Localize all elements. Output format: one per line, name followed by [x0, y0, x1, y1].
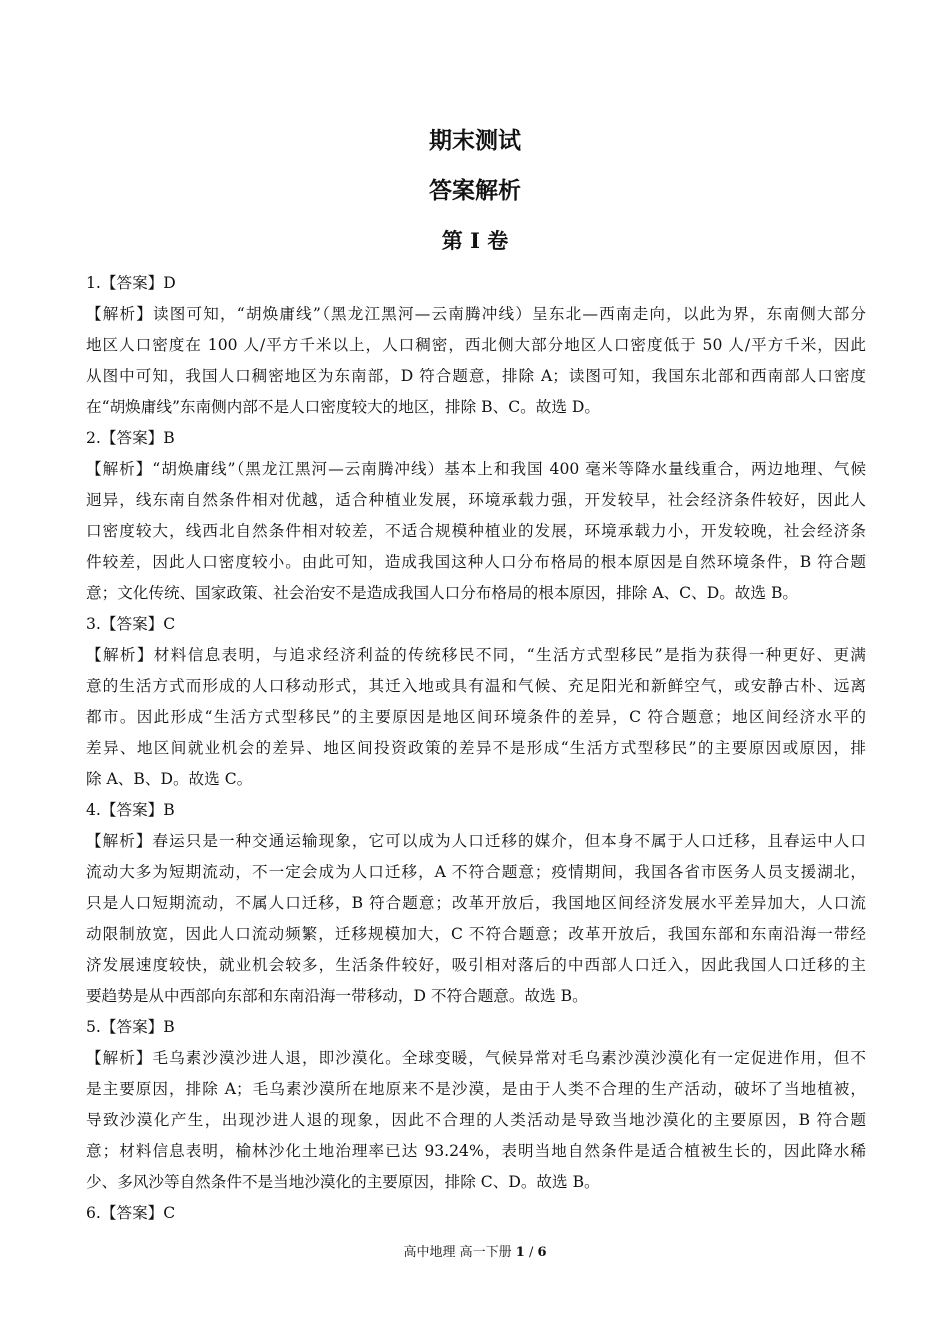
- text-line: 在“胡焕庸线”东南侧内部不是人口密度较大的地区，排除 B、C。故选 D。: [86, 398, 600, 416]
- text-line: 5.【答案】B: [86, 1018, 175, 1036]
- text-line: 【解析】“胡焕庸线”（黑龙江黑河—云南腾冲线）基本上和我国 400 毫米等降水量线重合，两边地理、气候: [86, 460, 866, 478]
- answer-content: [86, 268, 866, 1229]
- text-line: 4.【答案】B: [86, 801, 175, 819]
- text-line: 都市。因此形成“生活方式型移民”的主要原因是地区间环境条件的差异，C 符合题意；地区间经济水平的: [86, 708, 866, 726]
- text-line: 流动大多为短期流动，不一定会成为人口迁移，A 不符合题意；疫情期间，我国各省市医务人员支援湖北，: [86, 863, 866, 881]
- text-line: 除 A、B、D。故选 C。: [86, 770, 253, 788]
- footer-separator: /: [528, 1245, 534, 1260]
- text-line: 迥异，线东南自然条件相对优越，适合种植业发展，环境承载力强，开发较早，社会经济条件较好，因此人: [86, 491, 866, 509]
- section-heading: 第 I 卷: [441, 228, 509, 253]
- text-line: 口密度较大，线西北自然条件相对较差，不适合规模种植业的发展，环境承载力小，开发较晚，社会经济条: [86, 522, 866, 540]
- text-line: 意的生活方式而形成的人口移动形式，其迁入地或具有温和气候、充足阳光和新鲜空气，或安静古朴、远离: [86, 677, 866, 695]
- text-line: 3.【答案】C: [86, 615, 176, 633]
- text-line: 差异、地区间就业机会的差异、地区间投资政策的差异不是形成“生活方式型移民”的主要原因或原因，排: [86, 739, 866, 757]
- text-line: 地区人口密度在 100 人/平方千米以上，人口稠密，西北侧大部分地区人口密度低于 50 人/平方千米，因此: [86, 336, 866, 354]
- document-subtitle: 答案解析: [429, 177, 521, 204]
- document-title: 期末测试: [429, 127, 521, 154]
- text-line: 【解析】读图可知，“胡焕庸线”（黑龙江黑河—云南腾冲线）呈东北—西南走向，以此为界，东南侧大部分: [86, 305, 866, 323]
- text-line: 要趋势是从中西部向东部和东南沿海一带移动，D 不符合题意。故选 B。: [86, 987, 588, 1005]
- text-line: 1.【答案】D: [86, 274, 176, 292]
- text-line: 意；材料信息表明，榆林沙化土地治理率已达 93.24%，表明当地自然条件是适合植被生长的，因此降水稀: [86, 1142, 866, 1160]
- page-footer: [0, 1243, 950, 1263]
- text-line: 件较差，因此人口密度较小。由此可知，造成我国这种人口分布格局的根本原因是自然环境条件，B 符合题: [86, 553, 866, 571]
- text-line: 【解析】材料信息表明，与追求经济利益的传统移民不同，“生活方式型移民”是指为获得一种更好、更满: [86, 646, 866, 664]
- text-line: 济发展速度较快，就业机会较多，生活条件较好，吸引相对落后的中西部人口迁入，因此我国人口迁移的主: [86, 956, 866, 974]
- footer-page-total: 6: [537, 1245, 547, 1260]
- text-line: 少、多风沙等自然条件不是当地沙漠化的主要原因，排除 C、D。故选 B。: [86, 1173, 600, 1191]
- text-line: 【解析】春运只是一种交通运输现象，它可以成为人口迁移的媒介，但本身不属于人口迁移，且春运中人口: [86, 832, 866, 850]
- text-line: 【解析】毛乌素沙漠沙进人退，即沙漠化。全球变暖，气候异常对毛乌素沙漠沙漠化有一定促进作用，但不: [86, 1049, 866, 1067]
- text-line: 导致沙漠化产生，出现沙进人退的现象，因此不合理的人类活动是导致当地沙漠化的主要原因，B 符合题: [86, 1111, 866, 1129]
- footer-page-number: 1: [515, 1245, 525, 1260]
- text-line: 是主要原因，排除 A；毛乌素沙漠所在地原来不是沙漠，是由于人类不合理的生产活动，破坏了当地植被，: [86, 1080, 866, 1098]
- text-line: 动限制放宽，因此人口流动频繁，迁移规模加大，C 不符合题意；改革开放后，我国东部和东南沿海一带经: [86, 925, 866, 943]
- text-line: 2.【答案】B: [86, 429, 175, 447]
- footer-subject: 高中地理 高一下册: [403, 1245, 512, 1260]
- text-line: 6.【答案】C: [86, 1204, 176, 1222]
- text-line: 只是人口短期流动，不属人口迁移，B 符合题意；改革开放后，我国地区间经济发展水平差异加大，人口流: [86, 894, 866, 912]
- text-line: 意；文化传统、国家政策、社会治安不是造成我国人口分布格局的根本原因，排除 A、C、D。故选 B。: [86, 584, 799, 602]
- text-line: 从图中可知，我国人口稠密地区为东南部，D 符合题意，排除 A；读图可知，我国东北部和西南部人口密度: [86, 367, 866, 385]
